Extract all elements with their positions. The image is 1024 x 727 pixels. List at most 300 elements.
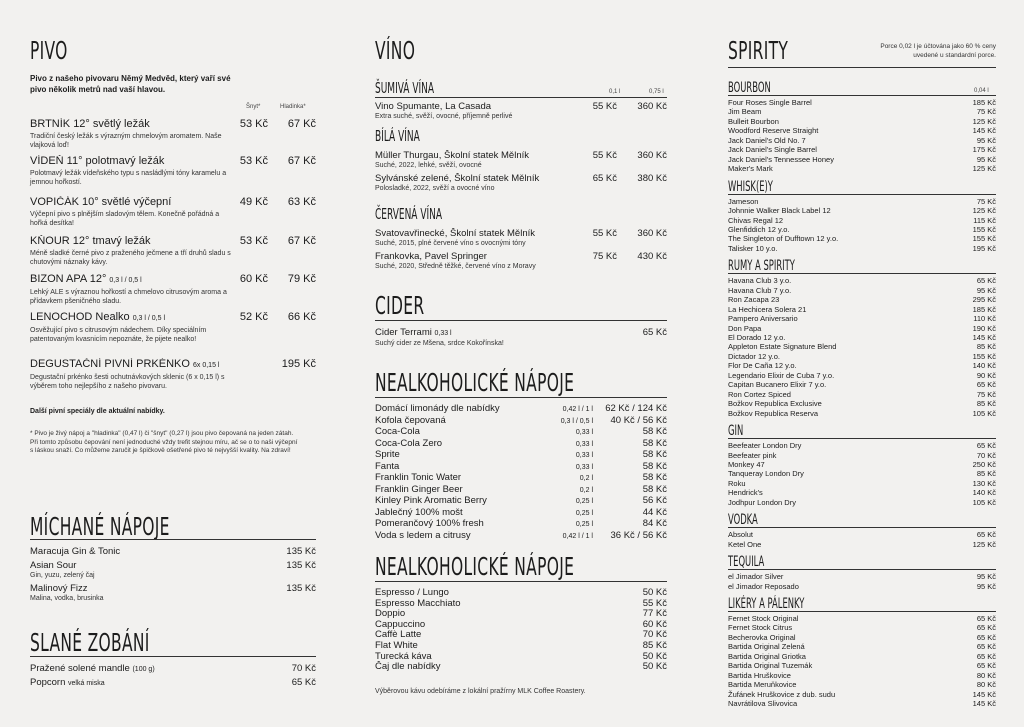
- item-name: [375, 484, 543, 495]
- item-row: [30, 560, 316, 571]
- spirit-row: [728, 390, 996, 400]
- menu-item: [375, 426, 667, 438]
- item-price: 58 Kč: [642, 437, 667, 449]
- item-row: [375, 228, 667, 239]
- menu-item: [375, 608, 667, 619]
- spirit-price: 65 Kč: [976, 623, 996, 633]
- spirit-name: Legendario Elixir de Cuba 7 y.o.: [728, 370, 835, 380]
- item-price: 36 Kč / 56 Kč: [610, 529, 667, 541]
- item-name: [375, 101, 567, 112]
- spirit-name: el Jimador Reposado: [728, 581, 799, 591]
- item-volume: 0,33 l: [575, 429, 593, 436]
- item-volume: 0,2 l: [579, 475, 593, 482]
- spirit-name: Monkey 47: [728, 459, 765, 469]
- item-name-text: Doppio: [375, 608, 406, 620]
- item-volume: 0,2 l: [579, 486, 593, 494]
- item-volume: 0,25 l: [575, 521, 593, 528]
- spirit-name: La Hechicera Solera 21: [728, 304, 807, 314]
- item-price: 58 Kč: [642, 483, 667, 495]
- pivo-more: Další pivní speciály dle aktuální nabídky.: [30, 408, 165, 415]
- spirit-row: [728, 126, 996, 136]
- spirit-row: [728, 197, 996, 207]
- item-row: [375, 251, 667, 262]
- spirit-price: 145 Kč: [972, 126, 996, 136]
- item-name-text: Cappuccino: [375, 618, 426, 630]
- item-row: [375, 449, 667, 461]
- divider: [375, 581, 667, 582]
- menu-item: [375, 495, 667, 507]
- menu-item: [375, 251, 667, 271]
- item-name-text: Flat White: [375, 640, 418, 651]
- spirit-row: [728, 582, 996, 592]
- pivo-intro: Pivo z našeho pivovaru Němý Medvěd, který vaří své pivo několik metrů nad vaší hlavou.: [30, 74, 231, 94]
- menu-item: [375, 619, 667, 630]
- item-row: [375, 173, 667, 184]
- menu-item: [375, 472, 667, 484]
- spirit-name: Bartida Hruškovice: [728, 670, 791, 680]
- item-name: [375, 251, 567, 262]
- item-row: [375, 587, 667, 598]
- spirit-price: 65 Kč: [976, 632, 996, 642]
- item-name: [375, 651, 607, 662]
- beer-name: [30, 118, 220, 131]
- beer-name: [30, 358, 220, 372]
- item-row: [375, 507, 667, 519]
- item-name: [30, 677, 256, 689]
- spirit-price: 115 Kč: [973, 215, 996, 225]
- item-row: [375, 598, 667, 609]
- hot-drinks-title: NEALKOHOLICKÉ NÁPOJE: [375, 552, 575, 581]
- item-price: 58 Kč: [642, 449, 667, 460]
- menu-item: [375, 484, 667, 496]
- divider: [375, 397, 667, 398]
- beer-item: [30, 273, 316, 306]
- spirit-price: 140 Kč: [972, 361, 996, 371]
- beer-description: Lehký ALE s výraznou hořkostí a chmelovo citrusovým aroma a přídavkem pšeničného sladu.: [30, 289, 227, 305]
- spirit-price: 75 Kč: [976, 389, 996, 399]
- item-name-text: Popcorn: [30, 677, 66, 688]
- item-volume: 0,33 l: [575, 440, 593, 448]
- spirit-row: [728, 488, 996, 498]
- item-row: [375, 461, 667, 473]
- beer-price-hladinka: 79 Kč: [287, 273, 316, 285]
- spirit-price: 85 Kč: [976, 342, 996, 352]
- menu-item: [375, 507, 667, 519]
- beer-item: [30, 155, 316, 187]
- item-row: [375, 415, 667, 427]
- item-price-small: 55 Kč: [592, 228, 617, 239]
- header-075: 0,75 l: [649, 89, 664, 95]
- spirit-name: Jodhpur London Dry: [728, 497, 796, 507]
- beer-name-text: DEGUSTAČNÍ PIVNÍ PRKÉNKO: [30, 358, 190, 370]
- beer-volume: 0,3 l / 0,5 l: [109, 277, 142, 284]
- spirit-price: 70 Kč: [976, 450, 996, 460]
- spirit-name: Roku: [728, 478, 746, 488]
- item-row: [375, 608, 667, 619]
- item-name: [30, 546, 256, 557]
- item-row: [375, 438, 667, 450]
- spirit-name: The Singleton of Dufftown 12 y.o.: [728, 234, 839, 244]
- item-name-text: Maracuja Gin & Tonic: [30, 546, 121, 557]
- spirit-row: [728, 234, 996, 244]
- item-price: 135 Kč: [286, 546, 316, 557]
- spirit-name: Absolut: [728, 530, 754, 540]
- item-name-text: Cider Terrami: [375, 327, 432, 338]
- item-row: [375, 530, 667, 542]
- beer-description: Méně sladké černé pivo z praženého ječmene a tří druhů sladu s chutovými náznaky kávy.: [30, 250, 231, 266]
- spirit-price: 155 Kč: [972, 234, 996, 244]
- spirit-name: Glenfiddich 12 y.o.: [728, 224, 790, 234]
- item-row: [375, 518, 667, 530]
- spirit-price: 125 Kč: [972, 206, 996, 216]
- item-name-text: Kofola čepovaná: [375, 414, 446, 426]
- spirit-price: 95 Kč: [976, 572, 996, 582]
- spirit-price: 85 Kč: [976, 399, 996, 409]
- spirit-name: Beefeater London Dry: [728, 441, 802, 451]
- spirit-row: [728, 107, 996, 117]
- coffee-note: Výběrovou kávu odebíráme z lokální pražírny MLK Coffee Roastery.: [375, 688, 586, 695]
- spirit-price: 125 Kč: [972, 116, 996, 126]
- item-row: [375, 426, 667, 438]
- spirit-name: Don Papa: [728, 323, 762, 333]
- item-description: Polosladké, 2022, svěží a ovocné víno: [375, 185, 495, 192]
- sumiva-title: ŠUMIVÁ VÍNA: [375, 79, 435, 97]
- menu-item: [375, 530, 667, 542]
- item-price: 62 Kč / 124 Kč: [605, 403, 667, 414]
- item-name: [375, 150, 567, 161]
- item-price-small: 55 Kč: [592, 101, 617, 112]
- item-name-text: Pražené solené mandle: [30, 663, 130, 674]
- spirit-name: Four Roses Single Barrel: [728, 98, 812, 107]
- spirit-price: 95 Kč: [976, 154, 996, 164]
- menu-item: [375, 651, 667, 662]
- beer-price-snyt: 53 Kč: [239, 155, 268, 167]
- item-price: 84 Kč: [642, 518, 667, 529]
- divider: [728, 67, 996, 68]
- spirit-name: Havana Club 3 y.o.: [728, 276, 792, 286]
- spirit-name: Žufánek Hruškovice z dub. sudu: [728, 689, 836, 699]
- beer-name-text: VÍDEŇ 11° polotmavý ležák: [30, 155, 165, 167]
- item-name-text: Jablečný 100% mošt: [375, 506, 463, 518]
- item-volume: 0,33 l: [575, 452, 593, 459]
- spirit-price: 250 Kč: [972, 459, 996, 469]
- menu-item: [30, 677, 316, 689]
- item-price-large: 360 Kč: [637, 228, 667, 239]
- spirit-row: [728, 469, 996, 479]
- spirit-price: 140 Kč: [972, 488, 996, 498]
- menu-item: [375, 629, 667, 640]
- spirit-row: [728, 117, 996, 127]
- item-price: 58 Kč: [642, 460, 667, 472]
- item-price: 60 Kč: [642, 618, 667, 630]
- spirit-price: 145 Kč: [972, 689, 996, 699]
- spirit-row: [728, 98, 996, 108]
- beer-name: [30, 311, 220, 325]
- item-row: [375, 661, 667, 672]
- spirit-price: 65 Kč: [976, 441, 996, 451]
- nealko-title: NEALKOHOLICKÉ NÁPOJE: [375, 368, 575, 397]
- spirit-name: Talisker 10 y.o.: [728, 243, 778, 253]
- item-name-text: Franklin Tonic Water: [375, 472, 462, 483]
- spirit-row: [728, 361, 996, 371]
- item-volume: 0,33 l: [434, 330, 452, 337]
- item-price: 70 Kč: [291, 663, 316, 674]
- beer-price-snyt: 53 Kč: [239, 118, 268, 130]
- item-name: [375, 518, 543, 529]
- spirit-name: Beefeater pink: [728, 450, 777, 460]
- item-name: [375, 472, 543, 483]
- beer-description: Výčepní pivo s plnějším sladovým tělem. Konečně pořádná a hořká desítka!: [30, 211, 220, 227]
- item-price: 77 Kč: [642, 608, 667, 620]
- spirit-price: 105 Kč: [972, 497, 996, 507]
- pivo-column: [28, 0, 318, 727]
- spirit-row: [728, 342, 996, 352]
- spirit-name: Fernet Stock Original: [728, 614, 799, 623]
- spirit-group-title: WHISK(E)Y: [728, 178, 773, 195]
- spirit-row: [728, 680, 996, 690]
- spirit-name: El Dorado 12 y.o.: [728, 333, 786, 342]
- item-row: [375, 651, 667, 662]
- spirit-price: 125 Kč: [972, 164, 996, 174]
- beer-item: [30, 358, 316, 391]
- beer-row: [30, 196, 316, 209]
- spirit-name: Fernet Stock Citrus: [728, 623, 793, 633]
- spirit-price: 75 Kč: [976, 107, 996, 117]
- spirit-name: Pampero Aniversario: [728, 314, 798, 324]
- divider: [728, 438, 996, 439]
- spirit-price: 130 Kč: [972, 478, 996, 488]
- item-name-text: Vino Spumante, La Casada: [375, 101, 492, 112]
- spirit-row: [728, 352, 996, 362]
- spirit-group-title: RUMY A SPIRITY: [728, 258, 795, 275]
- spirit-price: 65 Kč: [976, 380, 996, 390]
- item-description: Suché, 2020, Středně těžké, červené víno z Moravy: [375, 263, 536, 270]
- beer-row: [30, 311, 316, 325]
- beer-price-hladinka: 67 Kč: [287, 235, 316, 247]
- spirit-price: 95 Kč: [976, 135, 996, 145]
- spirit-row: [728, 216, 996, 226]
- beer-price-snyt: 53 Kč: [239, 235, 268, 247]
- beer-price-snyt: 60 Kč: [239, 273, 268, 285]
- pivo-note: * Pivo je živý nápoj a "hladinka" (0,47 l) či "šnyt" (0,27 l) jsou pivo čepovaná na jeden zátah. Při tomto způsobu čepování není jednoduché vždy trefit stejnou míru, ač se o to naši výčepní s láskou snaží. Co můžeme zaručit je špičkově ošetřené pivo té nejvyšší kvality. Na zdraví!: [30, 430, 298, 454]
- spirit-price: 65 Kč: [976, 651, 996, 661]
- slane-title: SLANÉ ZOBÁNÍ: [30, 628, 150, 657]
- header-01: 0,1 l: [609, 89, 621, 95]
- item-name-text: Sylvánské zelené, Školní statek Mělník: [375, 173, 540, 184]
- menu-item: [30, 546, 316, 557]
- spirit-row: [728, 671, 996, 681]
- item-name: [375, 426, 543, 437]
- item-row: [375, 101, 667, 112]
- beer-price-hladinka: 67 Kč: [287, 118, 316, 130]
- item-name-text: Coca-Cola: [375, 426, 420, 437]
- spirit-row: [728, 380, 996, 390]
- divider: [30, 539, 316, 540]
- menu-item: [375, 438, 667, 450]
- item-volume: 0,42 l / 1 l: [562, 532, 593, 540]
- item-price: 85 Kč: [642, 640, 667, 651]
- spirit-price: 155 Kč: [972, 224, 996, 234]
- divider: [728, 95, 996, 96]
- item-price-large: 360 Kč: [637, 101, 667, 112]
- menu-item: [30, 583, 316, 603]
- spirit-name: Jack Daniel's Old No. 7: [728, 135, 806, 145]
- header-004: 0,04 l: [974, 88, 989, 94]
- spirit-name: Božkov Republica Exclusive: [728, 399, 822, 409]
- beer-item: [30, 235, 316, 267]
- item-name: [375, 608, 607, 619]
- spirit-name: el Jimador Silver: [728, 572, 784, 582]
- spirit-name: Ron Cortez Spiced: [728, 389, 791, 399]
- item-price: 58 Kč: [642, 426, 667, 437]
- spirit-name: Bartida Original Griotka: [728, 651, 806, 661]
- spirit-row: [728, 614, 996, 624]
- divider: [728, 527, 996, 528]
- spirit-price: 85 Kč: [976, 469, 996, 479]
- spirit-row: [728, 155, 996, 165]
- item-name: [375, 173, 567, 184]
- spirit-name: Navrátilova Slivovica: [728, 699, 798, 709]
- spirit-name: Božkov Republica Reserva: [728, 408, 819, 418]
- item-name: [375, 228, 567, 239]
- item-volume: 0,3 l / 0,5 l: [560, 417, 593, 425]
- item-name-text: Svatovavřinecké, Školní statek Mělník: [375, 228, 535, 239]
- spirit-name: Tanqueray London Dry: [728, 469, 804, 479]
- spirit-name: Chivas Regal 12: [728, 215, 784, 225]
- menu-item: [375, 150, 667, 170]
- menu-item: [375, 518, 667, 530]
- beer-name-text: KŇOUR 12° tmavý ležák: [30, 235, 151, 247]
- spirit-row: [728, 441, 996, 451]
- spirit-price: 65 Kč: [976, 530, 996, 540]
- spirit-row: [728, 244, 996, 254]
- item-volume: velká miska: [68, 680, 105, 687]
- spirit-price: 75 Kč: [976, 196, 996, 206]
- beer-price-hladinka: 66 Kč: [287, 311, 316, 323]
- beer-name: [30, 196, 220, 209]
- spirit-name: Hendrick's: [728, 488, 763, 498]
- item-name: [375, 598, 607, 609]
- item-name: [30, 560, 256, 571]
- item-name: [375, 403, 543, 414]
- spirity-title: SPIRITY: [728, 36, 789, 65]
- divider: [728, 194, 996, 195]
- beer-price-snyt: 52 Kč: [239, 311, 268, 323]
- spirit-row: [728, 699, 996, 709]
- spirit-price: 145 Kč: [972, 333, 996, 342]
- spirit-name: Havana Club 7 y.o.: [728, 285, 792, 295]
- item-row: [375, 484, 667, 496]
- item-price: 55 Kč: [642, 597, 667, 609]
- spirit-price: 95 Kč: [976, 285, 996, 295]
- item-name-text: Sprite: [375, 449, 400, 460]
- spirit-row: [728, 371, 996, 381]
- divider: [728, 569, 996, 570]
- item-name: [375, 629, 607, 640]
- spirit-price: 185 Kč: [972, 304, 996, 314]
- spirit-price: 65 Kč: [976, 661, 996, 671]
- item-price: 58 Kč: [642, 472, 667, 483]
- beer-name-text: VOPIČÁK 10° světlé výčepní: [30, 196, 172, 208]
- menu-item: [375, 640, 667, 651]
- spirit-row: [728, 314, 996, 324]
- spirit-row: [728, 409, 996, 419]
- divider: [728, 611, 996, 612]
- spirit-row: [728, 451, 996, 461]
- spirit-price: 195 Kč: [972, 243, 996, 253]
- beer-row: [30, 118, 316, 131]
- item-name: [375, 438, 543, 449]
- item-row: [30, 546, 316, 557]
- item-name-text: Turecká káva: [375, 650, 432, 662]
- menu-item: [375, 461, 667, 473]
- spirit-price: 145 Kč: [972, 699, 996, 709]
- menu-item: [375, 587, 667, 598]
- item-description: Suché, 2022, lehké, svěží, ovocné: [375, 162, 482, 169]
- item-name-text: Asian Sour: [30, 560, 77, 571]
- spirit-name: Ron Zacapa 23: [728, 295, 780, 305]
- item-row: [375, 640, 667, 651]
- cervena-title: ČERVENÁ VÍNA: [375, 205, 443, 223]
- menu-item: [375, 403, 667, 415]
- spirit-row: [728, 642, 996, 652]
- item-name: [375, 619, 607, 630]
- beer-row: [30, 235, 316, 248]
- spirit-row: [728, 333, 996, 343]
- spirit-price: 155 Kč: [972, 351, 996, 361]
- item-volume: 0,33 l: [575, 463, 593, 471]
- beer-row: [30, 273, 316, 287]
- item-row: [375, 472, 667, 484]
- bila-title: BÍLÁ VÍNA: [375, 127, 420, 145]
- menu-item: [375, 598, 667, 609]
- header-hladinka: Hladinka*: [280, 104, 306, 110]
- beer-description: Tradiční český ležák s výrazným chmelovým aromatem. Naše vlajková loď!: [30, 133, 222, 149]
- item-name-text: Pomerančový 100% fresh: [375, 518, 484, 529]
- divider: [375, 97, 667, 98]
- item-price-small: 55 Kč: [592, 150, 617, 161]
- item-price: 65 Kč: [291, 677, 316, 688]
- spirit-row: [728, 690, 996, 700]
- item-description: Extra suché, svěží, ovocné, příjemně perlivé: [375, 113, 513, 120]
- spirit-price: 65 Kč: [976, 614, 996, 623]
- spirit-price: 190 Kč: [972, 323, 996, 333]
- menu-item: [375, 228, 667, 248]
- beer-row: [30, 155, 316, 168]
- spirity-note: Porce 0,02 l je účtována jako 60 % ceny uvedené u standardní porce.: [880, 43, 996, 59]
- item-name: [375, 461, 543, 472]
- spirit-row: [728, 164, 996, 174]
- item-name-text: Kinley Pink Aromatic Berry: [375, 495, 487, 506]
- menu-item: [375, 449, 667, 461]
- item-price: 70 Kč: [642, 629, 667, 641]
- divider: [30, 656, 316, 657]
- item-name: [375, 661, 607, 672]
- spirit-row: [728, 145, 996, 155]
- item-name-text: Fanta: [375, 460, 400, 472]
- spirit-group-title: BOURBON: [728, 80, 771, 96]
- spirit-name: Johnnie Walker Black Label 12: [728, 206, 831, 216]
- beer-price-hladinka: 67 Kč: [287, 155, 316, 167]
- item-row: [30, 677, 316, 689]
- item-description: Suchý cider ze Mšena, srdce Kokořínska!: [375, 340, 504, 347]
- menu-item: [375, 661, 667, 672]
- beer-name: [30, 235, 220, 248]
- item-description: Malina, vodka, brusinka: [30, 595, 104, 602]
- beer-item: [30, 311, 316, 344]
- item-name-text: Voda s ledem a citrusy: [375, 529, 471, 541]
- item-name-text: Domácí limonády dle nabídky: [375, 403, 500, 414]
